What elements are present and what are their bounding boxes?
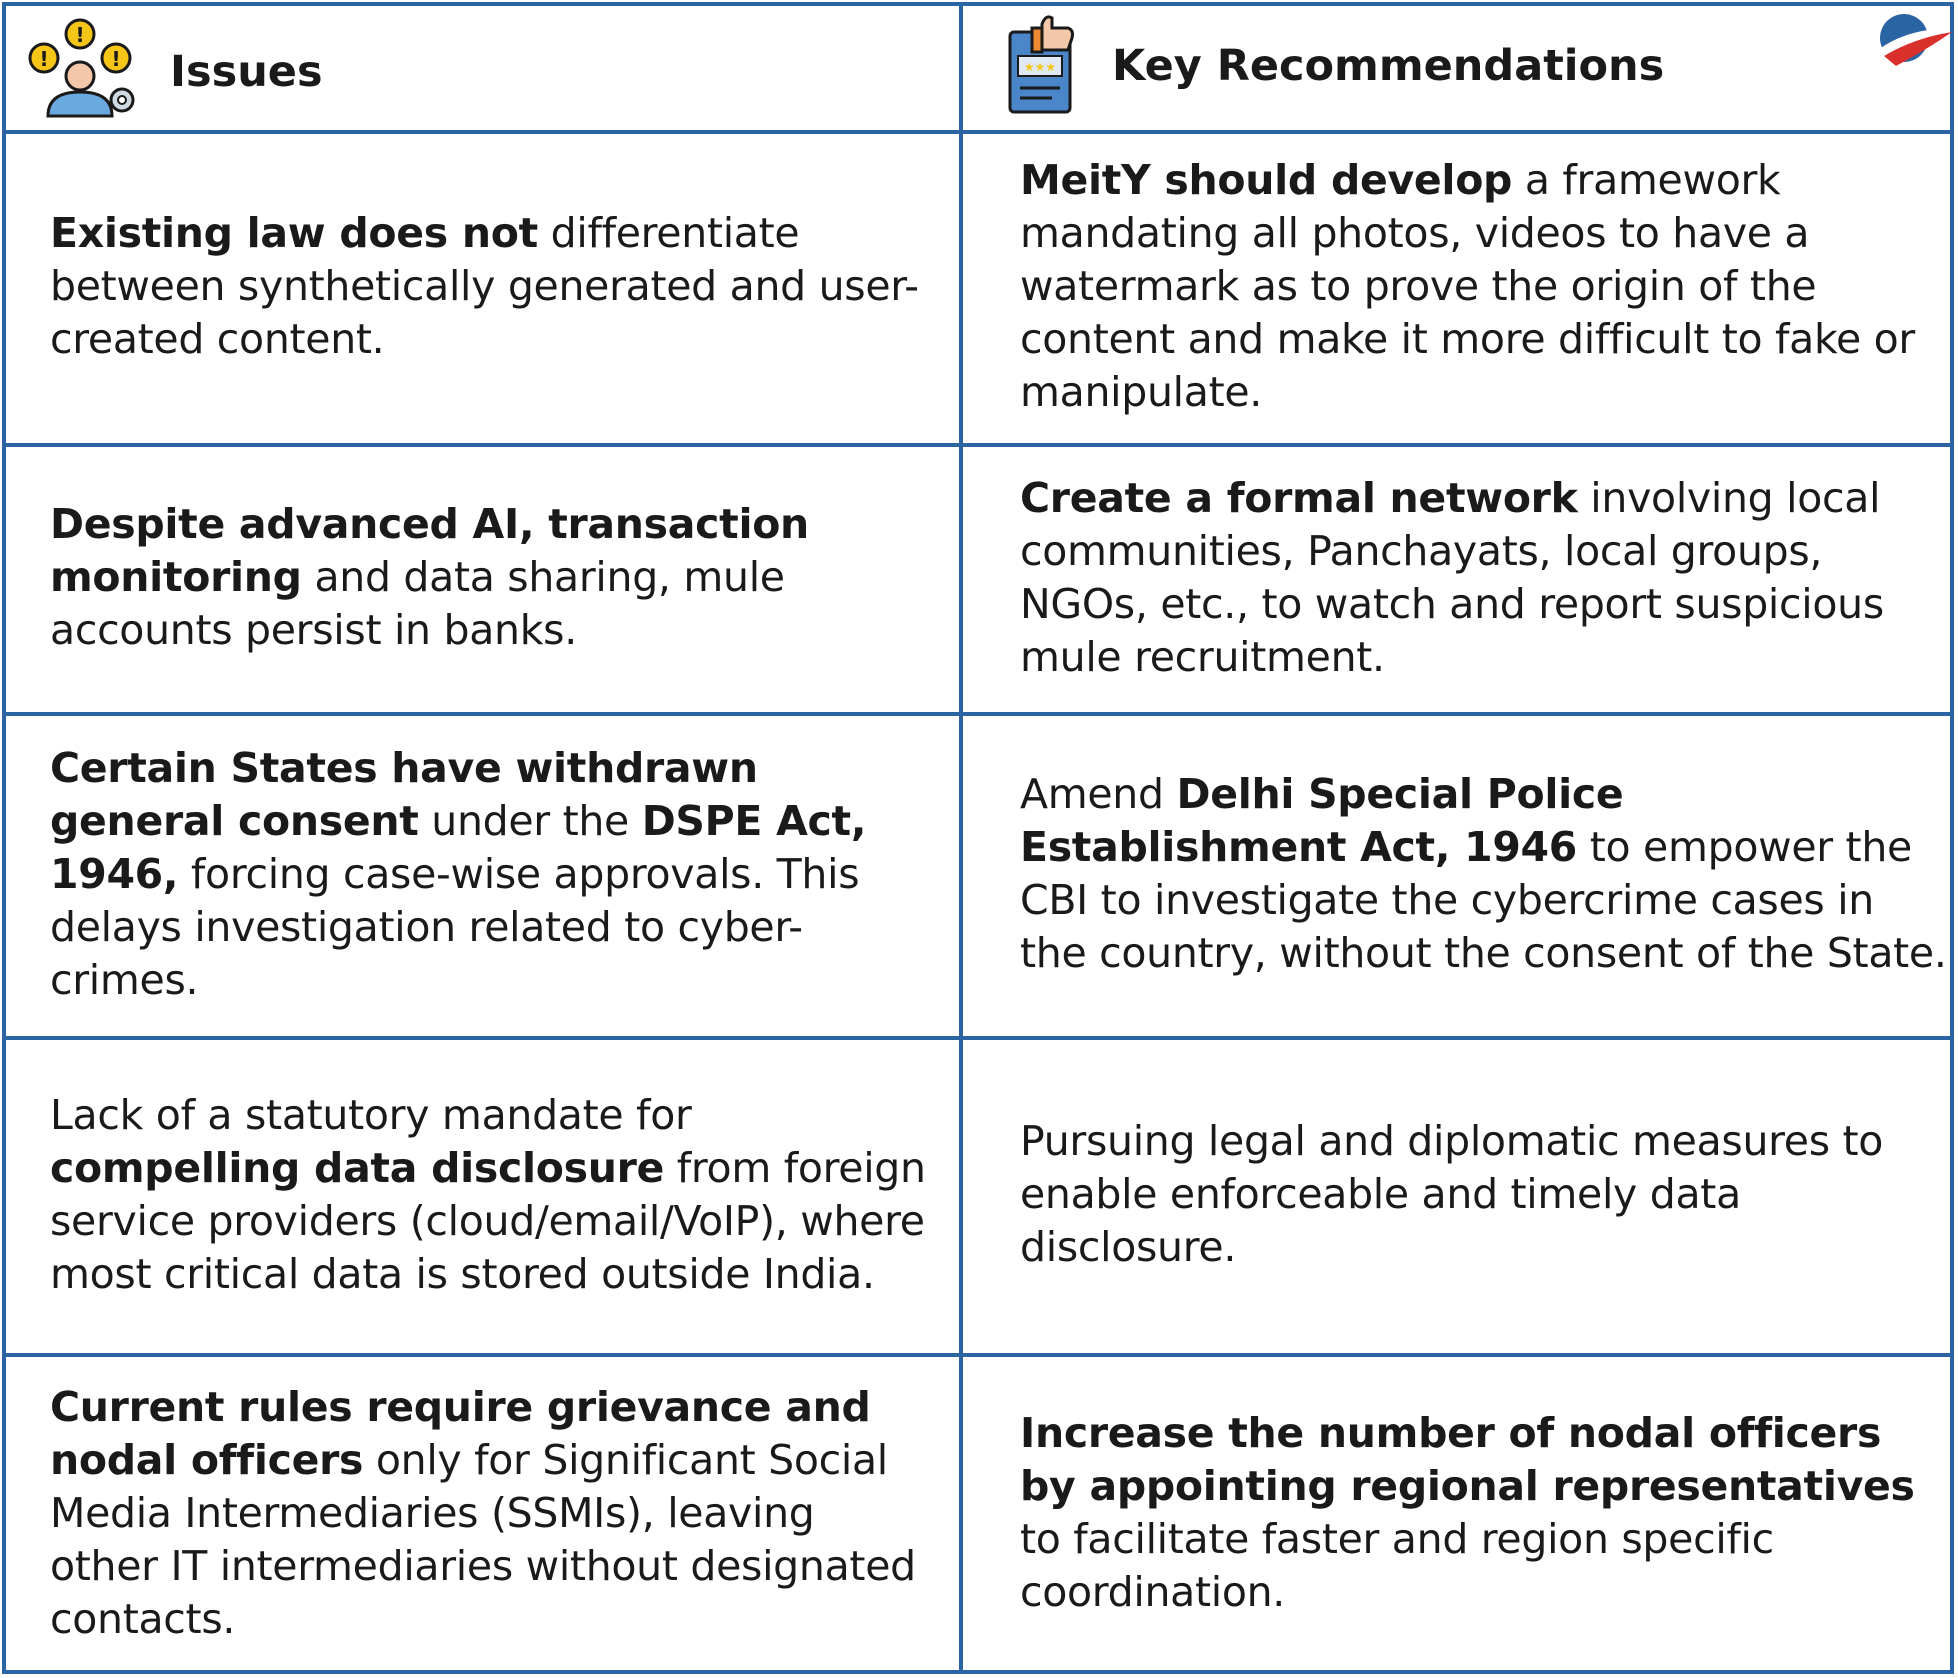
issue-cell-5 [50, 1353, 930, 1673]
brand-logo-icon [1874, 6, 1954, 80]
svg-text:!: ! [111, 47, 121, 71]
recommendation-text [1020, 1407, 1950, 1619]
recommendation-cell-3 [1020, 712, 1950, 1036]
text-segment: from foreign service providers (cloud/email/VoIP), where most critical data is stored outside India. [50, 1143, 926, 1298]
issue-cell-4 [50, 1036, 930, 1353]
text-segment: forcing case-wise approvals. This delays investigation related to cyber-crimes. [50, 849, 860, 1004]
bold-text-segment: Create a formal network [1020, 473, 1578, 522]
recommendation-text [1020, 472, 1950, 684]
issue-cell-2 [50, 443, 930, 712]
text-segment: Lack of a statutory mandate for [50, 1090, 692, 1139]
text-segment: Amend [1020, 770, 1177, 818]
bold-text-segment: Delhi Special Police Establishment Act, 1946 [1020, 770, 1624, 871]
text-segment: to facilitate faster and region specific coordination. [1020, 1515, 1774, 1616]
text-segment: involving local communities, Panchayats, local groups, NGOs, etc., to watch and report suspicious mule recruitment. [1020, 473, 1884, 681]
recommendation-text [1020, 768, 1950, 980]
column-divider [959, 6, 963, 1670]
recommendation-text [1020, 154, 1950, 419]
bold-text-segment: Despite advanced AI, transaction monitoring [50, 500, 809, 601]
bold-text-segment: Certain States have withdrawn general consent [50, 743, 758, 845]
bold-text-segment: compelling data disclosure [50, 1143, 665, 1192]
document-thumbs-up-icon [1002, 10, 1092, 120]
issue-cell-3 [50, 712, 930, 1036]
issue-cell-1 [50, 130, 930, 443]
text-segment: Pursuing legal and diplomatic measures to enable enforceable and timely data disclosure. [1020, 1117, 1884, 1271]
issues-header: Issues [170, 47, 323, 97]
issue-text [50, 498, 930, 657]
bold-text-segment: DSPE Act, 1946, [50, 796, 867, 898]
text-segment: and data sharing, mule accounts persist in banks. [50, 553, 785, 654]
recommendation-cell-5 [1020, 1353, 1950, 1673]
text-segment: to empower the CBI to investigate the cybercrime cases in the country, without the consent of the State. [1020, 823, 1947, 977]
text-segment: under the [418, 796, 642, 845]
svg-text:!: ! [75, 23, 85, 47]
bold-text-segment: Existing law does not [50, 209, 538, 257]
svg-text:★★★: ★★★ [1023, 60, 1057, 74]
recommendations-header: Key Recommendations [1112, 41, 1665, 91]
text-segment: a framework mandating all photos, videos to have a watermark as to prove the origin of the content and make it more difficult to fake or manipulate. [1020, 156, 1915, 416]
text-segment: differentiate between synthetically generated and user-created content. [50, 209, 919, 363]
recommendation-cell-4 [1020, 1036, 1950, 1353]
bold-text-segment: MeitY should develop [1020, 156, 1513, 204]
issue-text [50, 742, 930, 1007]
issue-text [50, 207, 930, 366]
recommendation-text [1020, 1115, 1950, 1274]
bold-text-segment: Increase the number of nodal officers by appointing regional representatives [1020, 1409, 1915, 1510]
recommendation-cell-2 [1020, 443, 1950, 712]
text-segment: only for Significant Social Media Intermediaries (SSMIs), leaving other IT intermediaries without designated contacts. [50, 1435, 916, 1643]
bold-text-segment: Current rules require grievance and nodal officers [50, 1382, 871, 1484]
recommendation-cell-1 [1020, 130, 1950, 443]
issue-text [50, 1381, 930, 1646]
issue-text [50, 1089, 930, 1301]
people-discussion-icon [24, 16, 144, 124]
svg-text:!: ! [39, 47, 49, 71]
